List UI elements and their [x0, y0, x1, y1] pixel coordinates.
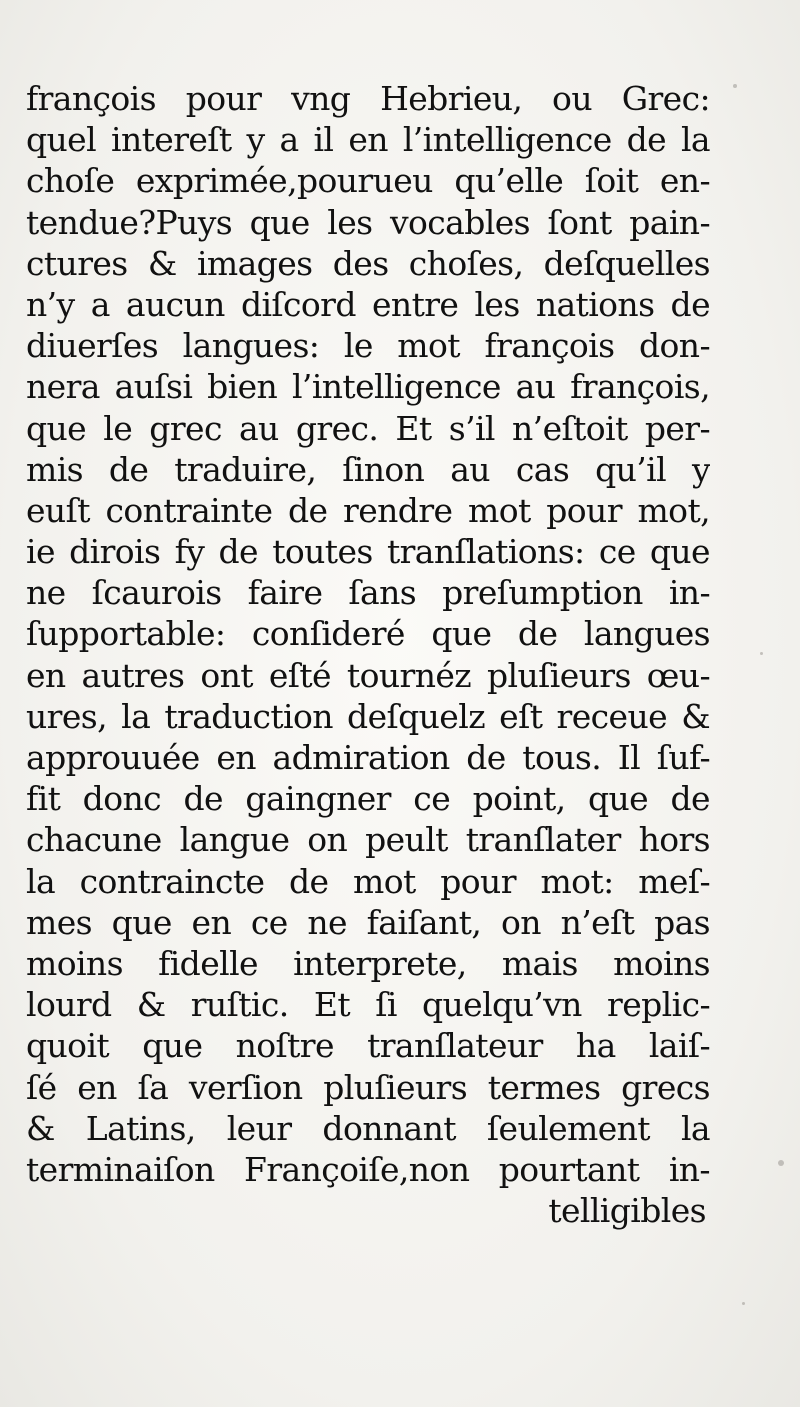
- text-line: lourd & ruſtic. Et ſi quelqu’vn replic-: [26, 985, 710, 1025]
- text-line: nera auſsi bien l’intelligence au françois,: [26, 367, 710, 407]
- text-line: choſe exprimée,pourueu qu’elle ſoit en-: [26, 161, 710, 201]
- text-line: françois pour vng Hebrieu, ou Grec:: [26, 79, 710, 118]
- text-line: la contraincte de mot pour mot: meſ-: [26, 861, 710, 901]
- text-line: ctures & images des choſes, deſquelles: [26, 243, 710, 283]
- text-line: que le grec au grec. Et s’il n’eſtoit per-: [26, 408, 710, 448]
- text-line: mis de traduire, ſinon au cas qu’il y: [26, 449, 710, 489]
- ink-speck: [760, 652, 763, 655]
- text-line: fit donc de gaingner ce point, que de: [26, 779, 710, 819]
- text-line: ſé en ſa verſion pluſieurs termes grecs: [26, 1067, 710, 1107]
- text-line: euſt contrainte de rendre mot pour mot,: [26, 490, 710, 530]
- ink-speck: [778, 1160, 784, 1166]
- text-line: ie dirois fy de toutes tranſlations: ce que: [26, 532, 710, 572]
- text-line: ne ſcaurois faire ſans preſumption in-: [26, 573, 710, 613]
- text-line: moins fidelle interprete, mais moins: [26, 943, 710, 983]
- ink-speck: [742, 1302, 745, 1305]
- text-line: terminaiſon Françoiſe,non pourtant in-: [26, 1149, 710, 1189]
- text-line: tendue?Puys que les vocables ſont pain-: [26, 202, 710, 242]
- text-line: ures, la traduction deſquelz eſt receue &: [26, 696, 710, 736]
- ink-speck: [733, 84, 737, 88]
- catchword: telligibles: [548, 1191, 706, 1231]
- text-line: quel intereſt y a il en l’intelligence de la: [26, 120, 710, 160]
- text-line: chacune langue on peult tranſlater hors: [26, 820, 710, 860]
- text-line: en autres ont eſté tournéz pluſieurs œu-: [26, 655, 710, 695]
- text-line: quoit que noſtre tranſlateur ha laiſ-: [26, 1026, 710, 1066]
- text-line: & Latins, leur donnant ſeulement la: [26, 1108, 710, 1148]
- text-line: ſupportable: conſideré que de langues: [26, 614, 710, 654]
- page-text: [26, 78, 710, 1231]
- text-line: mes que en ce ne faiſant, on n’eſt pas: [26, 902, 710, 942]
- text-line: diuerſes langues: le mot françois don-: [26, 326, 710, 366]
- text-line: approuuée en admiration de tous. Il ſuf-: [26, 738, 710, 777]
- text-line: n’y a aucun diſcord entre les nations de: [26, 284, 710, 324]
